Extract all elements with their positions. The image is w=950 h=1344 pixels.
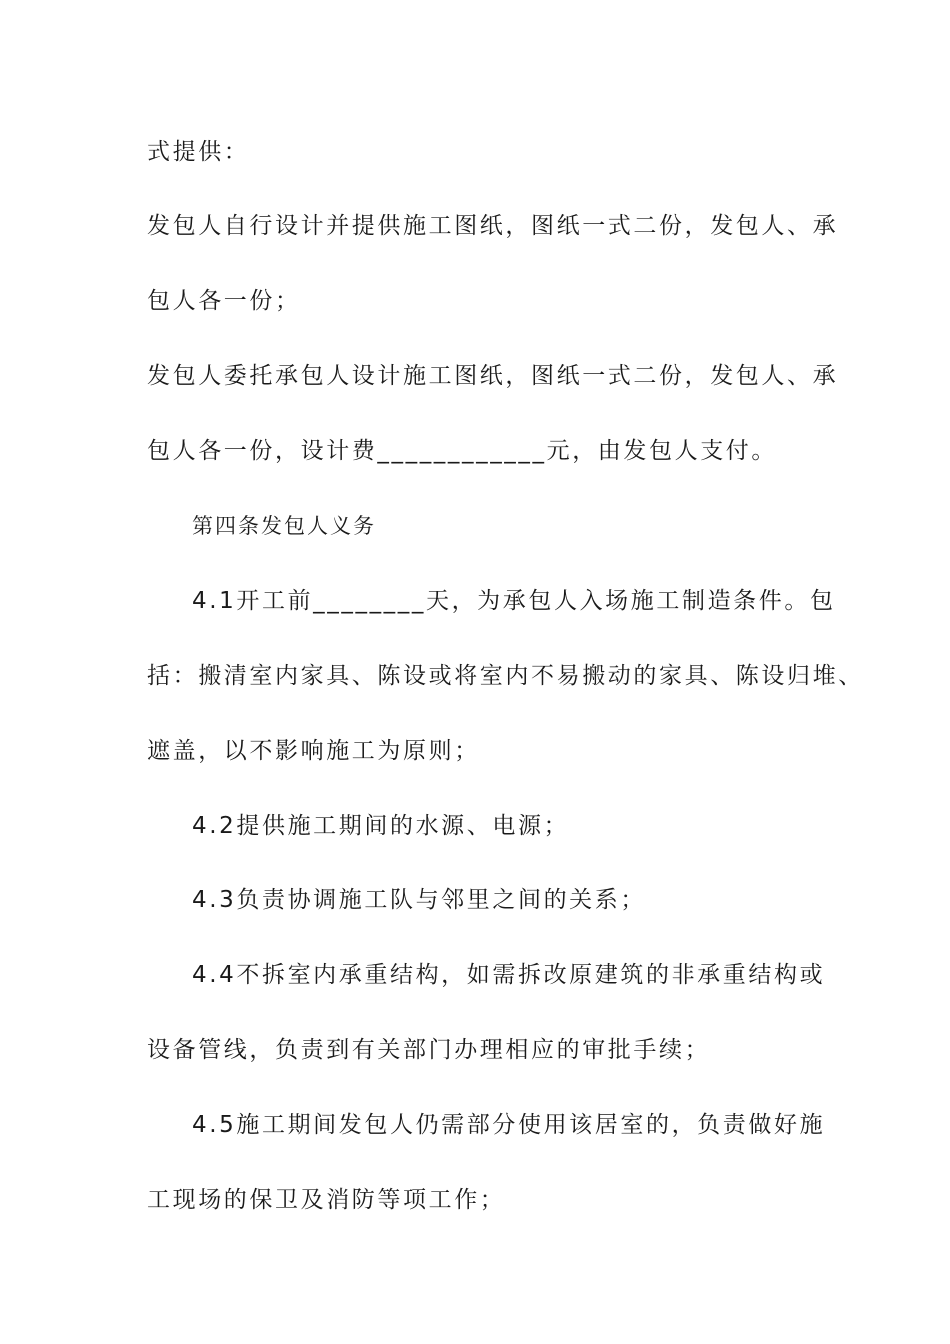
paragraph-line: 设备管线，负责到有关部门办理相应的审批手续；: [147, 1037, 711, 1063]
paragraph-line: 包人各一份，设计费____________元，由发包人支付。: [147, 438, 777, 464]
clause-4-3: 4.3负责协调施工队与邻里之间的关系；: [192, 887, 646, 913]
paragraph-line: 遮盖，以不影响施工为原则；: [147, 738, 480, 764]
clause-4-4: 4.4不拆室内承重结构，如需拆改原建筑的非承重结构或: [192, 962, 826, 988]
paragraph-line: 式提供：: [147, 139, 250, 165]
section-heading: 第四条发包人义务: [192, 514, 376, 538]
paragraph-line: 发包人委托承包人设计施工图纸，图纸一式二份，发包人、承: [147, 363, 839, 389]
paragraph-line: 包人各一份；: [147, 288, 301, 314]
clause-4-2: 4.2提供施工期间的水源、电源；: [192, 813, 570, 839]
paragraph-line: 工现场的保卫及消防等项工作；: [147, 1187, 506, 1213]
paragraph-line: 发包人自行设计并提供施工图纸，图纸一式二份，发包人、承: [147, 213, 839, 239]
paragraph-line: 括：搬清室内家具、陈设或将室内不易搬动的家具、陈设归堆、: [147, 663, 864, 689]
clause-4-5: 4.5施工期间发包人仍需部分使用该居室的，负责做好施: [192, 1112, 826, 1138]
clause-4-1: 4.1开工前________天，为承包人入场施工制造条件。包: [192, 588, 836, 614]
